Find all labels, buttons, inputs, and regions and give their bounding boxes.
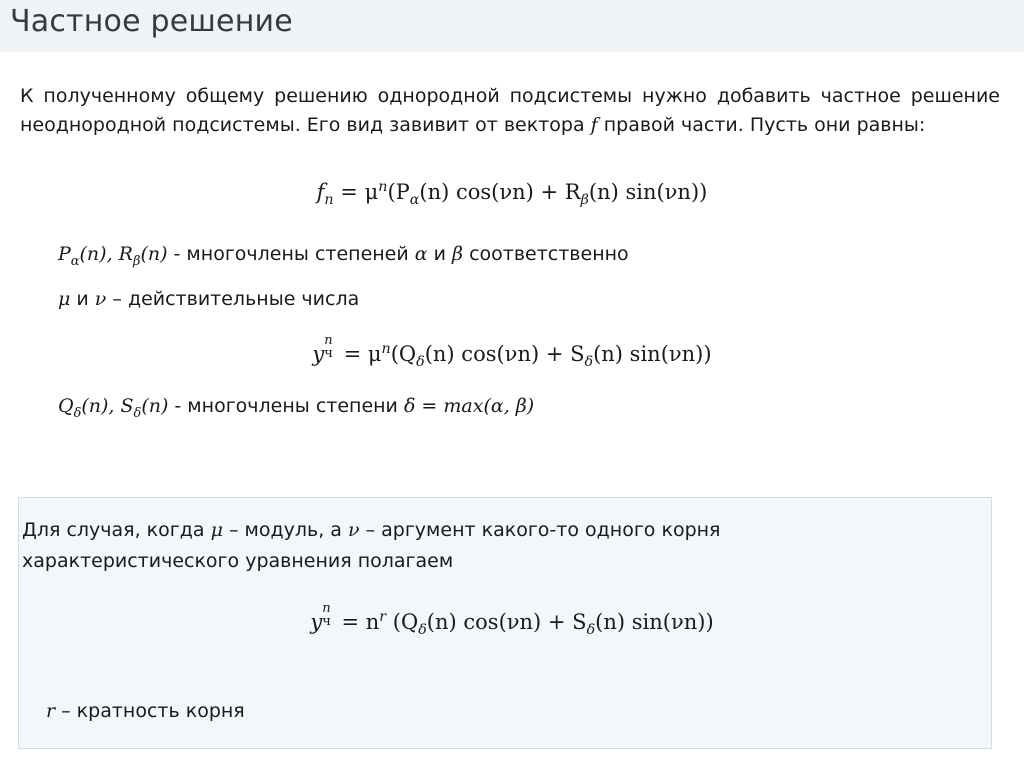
box-formula-q-sub: δ xyxy=(418,622,427,639)
box-formula-open: (Q xyxy=(386,610,419,634)
box-text3: – аргумент какого-то одного корня характеристического уравнения полагаем xyxy=(22,519,721,572)
note3-s-sub: δ xyxy=(133,405,142,421)
intro-text-1: К полученному общему решению однородной подсистемы нужно добавить частное решение неоднородной подсистемы. Его вид завивит от вектора xyxy=(20,85,1000,136)
page-title: Частное решение xyxy=(10,4,293,39)
note1-r-sub: β xyxy=(132,253,141,269)
box-formula-mid2: (n) sin(νn)) xyxy=(595,610,714,634)
box-text1: Для случая, когда xyxy=(22,519,211,541)
intro-text-2: правой части. Пусть они равны: xyxy=(597,114,926,136)
formula1-open: (P xyxy=(387,180,410,204)
note1-alpha: α xyxy=(414,243,428,265)
formula-y-ch xyxy=(0,332,1024,371)
box-formula-eq: = n xyxy=(334,610,380,634)
note2-mu: μ xyxy=(58,288,71,310)
note-polynomial-degree xyxy=(58,392,534,421)
formula2-open: (Q xyxy=(390,342,417,366)
formula2-sup: n xyxy=(324,332,333,348)
note-multiplicity xyxy=(46,697,245,726)
note1-text3: соответственно xyxy=(463,243,629,265)
formula2-sub: ч xyxy=(324,345,333,361)
note1-text2: и xyxy=(427,243,453,265)
special-case-text xyxy=(22,515,802,577)
box-formula-sup: n xyxy=(322,600,331,616)
formula2-y: y xyxy=(312,342,325,366)
formula2-s-sub: δ xyxy=(584,354,594,371)
formula2-q-sub: δ xyxy=(416,354,425,371)
box-formula-sub: ч xyxy=(322,613,331,629)
formula1-lhs: f xyxy=(316,180,325,204)
formula1-mu-sup: n xyxy=(378,179,388,195)
box-formula-r-sup: r xyxy=(379,609,387,625)
note1-pn: (n), R xyxy=(79,243,133,265)
note3-qn: (n), S xyxy=(81,395,134,417)
formula2-mid1: (n) cos(νn) + S xyxy=(424,342,585,366)
box-formula-y: y xyxy=(310,610,323,634)
note-polynomials-degrees xyxy=(58,240,629,269)
formula2-mu-sup: n xyxy=(381,341,391,357)
note2-text1: и xyxy=(70,288,95,310)
note1-text1: - многочлены степеней xyxy=(167,243,415,265)
note1-rn: (n) xyxy=(140,243,168,265)
formula1-mid2: (n) sin(νn)) xyxy=(588,180,708,204)
note1-p: P xyxy=(58,243,71,265)
box-footer-text: – кратность корня xyxy=(55,700,245,722)
formula-f-n xyxy=(0,179,1024,209)
formula-y-ch-multiplicity xyxy=(0,600,1024,639)
note3-text1: - многочлены степени xyxy=(168,395,404,417)
formula1-p-sub: α xyxy=(409,192,420,209)
box-nu: ν xyxy=(347,519,360,541)
formula2-mid2: (n) sin(νn)) xyxy=(593,342,712,366)
box-text2: – модуль, а xyxy=(222,519,348,541)
formula2-eq: = μ xyxy=(336,342,382,366)
var-f: f xyxy=(590,114,598,136)
note3-sn: (n) xyxy=(141,395,169,417)
note1-beta: β xyxy=(452,243,464,265)
note-real-numbers xyxy=(58,285,359,314)
box-mu: μ xyxy=(210,519,223,541)
formula1-eq: = μ xyxy=(333,180,379,204)
note3-q-sub: δ xyxy=(73,405,82,421)
box-footer-r: r xyxy=(46,700,56,722)
note2-text2: – действительные числа xyxy=(106,288,360,310)
note1-p-sub: α xyxy=(70,253,80,269)
box-formula-mid1: (n) cos(νn) + S xyxy=(426,610,587,634)
note3-q: Q xyxy=(58,395,74,417)
box-formula-s-sub: δ xyxy=(586,622,596,639)
intro-paragraph xyxy=(20,82,1000,140)
formula1-r-sub: β xyxy=(580,192,589,209)
note3-expr: δ = max(α, β) xyxy=(403,395,535,417)
formula1-mid1: (n) cos(νn) + R xyxy=(419,180,581,204)
note2-nu: ν xyxy=(94,288,107,310)
formula1-lhs-sub: n xyxy=(324,192,334,209)
